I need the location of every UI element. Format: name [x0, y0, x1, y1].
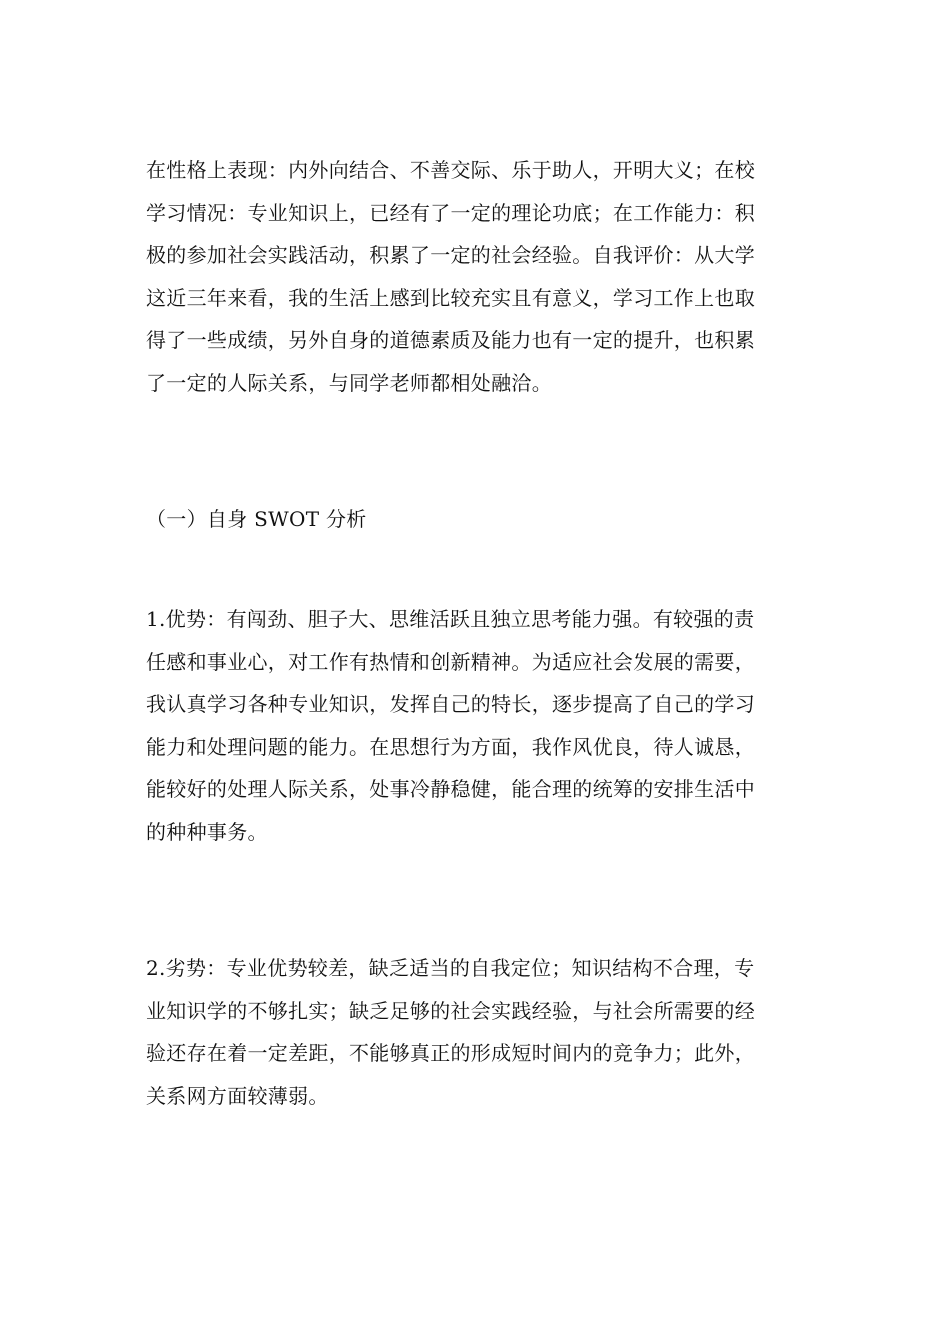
- paragraph-line: 在性格上表现：内外向结合、不善交际、乐于助人，开明大义；在校: [146, 158, 755, 182]
- paragraph-line: 能力和处理问题的能力。在思想行为方面，我作风优良，待人诚恳，: [146, 734, 755, 759]
- paragraph-line: 了一定的人际关系，与同学老师都相处融洽。: [146, 370, 552, 395]
- paragraph-line: 的种种事务。: [146, 819, 268, 844]
- paragraph-line: 关系网方面较薄弱。: [146, 1083, 329, 1108]
- paragraph-line: 得了一些成绩，另外自身的道德素质及能力也有一定的提升，也积累: [146, 328, 755, 353]
- paragraph-line: 极的参加社会实践活动，积累了一定的社会经验。自我评价：从大学: [146, 243, 755, 268]
- paragraph-line: 这近三年来看，我的生活上感到比较充实且有意义，学习工作上也取: [146, 285, 755, 310]
- paragraph-line: 任感和事业心，对工作有热情和创新精神。为适应社会发展的需要，: [146, 649, 755, 674]
- paragraph-line: 能较好的处理人际关系，处事冷静稳健，能合理的统筹的安排生活中: [146, 777, 755, 802]
- personality-paragraph: [146, 149, 826, 405]
- heading-line: （一）自身 SWOT 分析: [146, 507, 367, 531]
- paragraph-line: 2.劣势：专业优势较差，缺乏适当的自我定位；知识结构不合理，专: [146, 956, 755, 980]
- paragraph-line: 我认真学习各种专业知识，发挥自己的特长，逐步提高了自己的学习: [146, 692, 755, 717]
- paragraph-line: 业知识学的不够扎实；缺乏足够的社会实践经验，与社会所需要的经: [146, 998, 755, 1023]
- paragraph-line: 学习情况：专业知识上，已经有了一定的理论功底；在工作能力：积: [146, 200, 755, 225]
- paragraph-line: 验还存在着一定差距，不能够真正的形成短时间内的竞争力；此外，: [146, 1041, 755, 1066]
- swot-section-heading: [146, 498, 826, 541]
- paragraph-line: 1.优势：有闯劲、胆子大、思维活跃且独立思考能力强。有较强的责: [146, 607, 755, 631]
- strengths-paragraph: [146, 598, 826, 854]
- weaknesses-paragraph: [146, 947, 826, 1117]
